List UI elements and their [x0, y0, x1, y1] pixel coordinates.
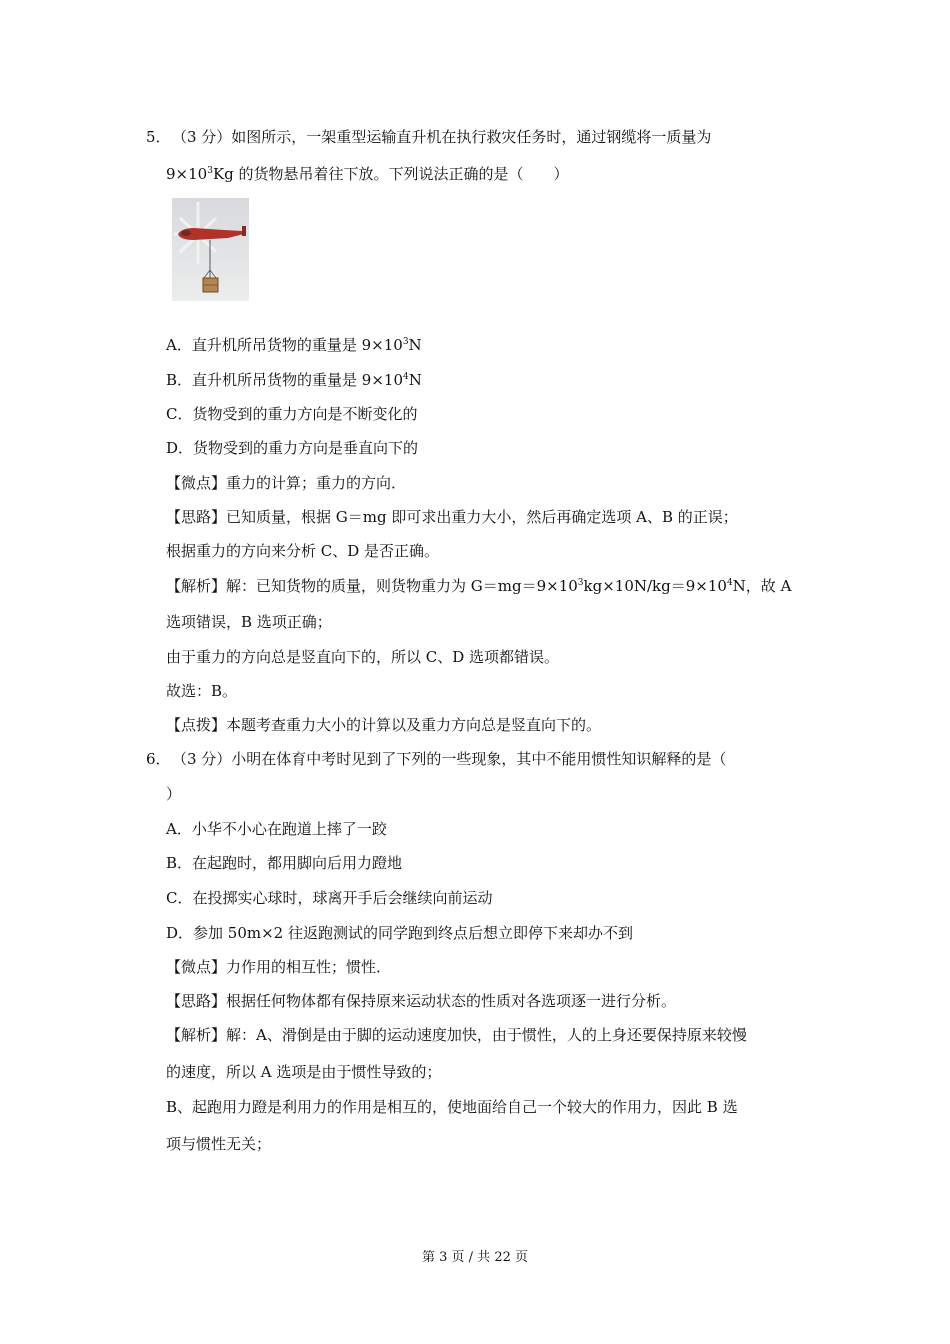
q6-jiexi-line4: 项与惯性无关；	[166, 1135, 272, 1153]
q6-jiexi-line1: 【解析】解：A、滑倒是由于脚的运动速度加快，由于惯性，人的上身还要保持原来较慢	[166, 1026, 747, 1044]
q5-number: 5．	[146, 128, 171, 146]
q6-jiexi-line2: 的速度，所以 A 选项是由于惯性导致的；	[166, 1063, 442, 1081]
q5-silu-line2: 根据重力的方向来分析 C、D 是否正确。	[166, 542, 440, 560]
q5-option-d: D．货物受到的重力方向是垂直向下的	[166, 439, 419, 457]
q5-jiexi-line3: 由于重力的方向总是竖直向下的，所以 C、D 选项都错误。	[166, 648, 560, 666]
q6-jiexi-line3: B、起跑用力蹬是利用力的作用是相互的，使地面给自己一个较大的作用力，因此 B 选	[166, 1098, 738, 1116]
q6-number: 6．	[146, 750, 171, 768]
q5-option-b: B．直升机所吊货物的重量是 $9\times 10^4N$	[166, 371, 422, 389]
q5-option-c: C．货物受到的重力方向是不断变化的	[166, 405, 418, 423]
q5-weidian: 【微点】重力的计算；重力的方向．	[166, 474, 407, 492]
q6-weidian: 【微点】力作用的相互性；惯性．	[166, 958, 392, 976]
q6-stem-line1: （3 分）小明在体育中考时见到了下列的一些现象，其中不能用惯性知识解释的是（	[172, 750, 727, 768]
q5-dianbo: 【点拨】本题考查重力大小的计算以及重力方向总是竖直向下的。	[166, 716, 602, 734]
q6-silu: 【思路】根据任何物体都有保持原来运动状态的性质对各选项逐一进行分析。	[166, 992, 677, 1010]
q5-jiexi-line1: 【解析】解：已知货物的质量，则货物重力为 $G=mg=9\times 10^3kg\times 10N/kg=9\times 10^4N$，故 A	[166, 577, 792, 595]
q6-option-c: C．在投掷实心球时，球离开手后会继续向前运动	[166, 889, 493, 907]
q5-jiexi-line4: 故选：B。	[166, 682, 238, 700]
q5-option-a: A．直升机所吊货物的重量是 $9\times 10^3N$	[166, 336, 422, 354]
q6-option-a: A．小华不小心在跑道上摔了一跤	[166, 820, 387, 838]
page-footer: 第 3 页 / 共 22 页	[422, 1250, 528, 1265]
helicopter-figure	[172, 198, 249, 301]
q6-option-b: B．在起跑时，都用脚向后用力蹬地	[166, 854, 403, 872]
q5-jiexi-line2: 选项错误，B 选项正确；	[166, 613, 332, 631]
q6-option-d: D．参加 50m×2 往返跑测试的同学跑到终点后想立即停下来却办不到	[166, 924, 633, 942]
q5-silu-line1: 【思路】已知质量，根据 G＝mg 即可求出重力大小，然后再确定选项 A、B 的正误；	[166, 508, 738, 526]
q6-stem-line2: ）	[166, 785, 182, 803]
q5-stem-line2: $9\times 10^3Kg$ 的货物悬吊着往下放。下列说法正确的是（ ）	[166, 165, 569, 183]
q5-stem-line1: （3 分）如图所示，一架重型运输直升机在执行救灾任务时，通过钢缆将一质量为	[172, 128, 712, 146]
